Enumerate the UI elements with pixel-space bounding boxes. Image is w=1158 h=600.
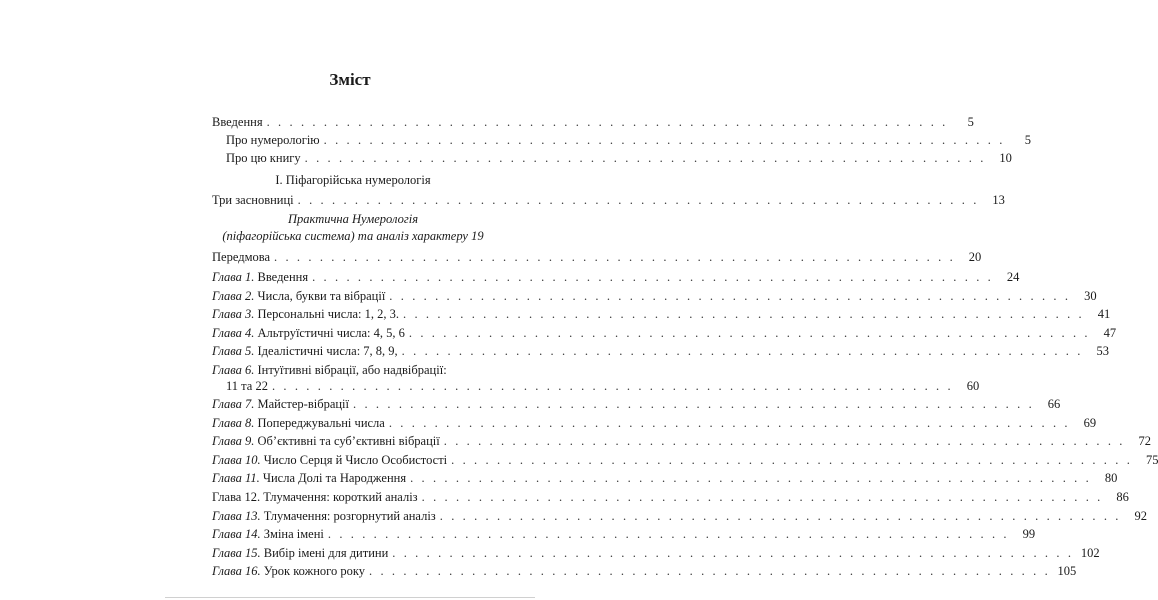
chapter-number: Глава 3.: [212, 307, 258, 322]
chapter-title: Числа, букви та вібрації: [257, 288, 386, 303]
toc-entry-label: [212, 451, 447, 469]
page-number: 60: [966, 379, 980, 393]
chapter-title: Три засновниці: [212, 193, 294, 207]
page-number: 99: [1022, 527, 1036, 542]
chapter-number: Глава 16.: [212, 564, 264, 579]
page-title: Зміст: [329, 70, 371, 89]
chapter-number: Глава 2.: [212, 288, 258, 303]
toc-entry-label: [212, 432, 440, 450]
toc-entry-chapter: [212, 287, 1097, 305]
toc-entry-chapter: [212, 395, 1061, 413]
leader-dots: . . . . . . . . . . . . . . . . . . . . . . . . . . . . . . . . . . . . . . . . . . . . . . . . . . . . . . . . . . . .: [439, 508, 1122, 523]
subtitle-line-2: [212, 228, 494, 245]
leader-dots: . . . . . . . . . . . . . . . . . . . . . . . . . . . . . . . . . . . . . . . . . . . . . . . . . . . . . . . . . . . .: [401, 344, 1083, 359]
toc-entry-preface: [212, 248, 982, 266]
toc-entry-label: [212, 507, 436, 525]
chapter-title: Персональні числа: 1, 2, 3.: [257, 307, 399, 322]
toc-entry-label: [212, 131, 320, 149]
toc-entry-label: [212, 305, 399, 323]
page-number: 10: [999, 151, 1012, 165]
chapter-title: Зміна імені: [263, 527, 324, 542]
chapter-number: Глава 4.: [212, 325, 258, 340]
toc-entry-label: [212, 377, 268, 395]
leader-dots: . . . . . . . . . . . . . . . . . . . . . . . . . . . . . . . . . . . . . . . . . . . . . . . . . . . . . . . . . . . .: [369, 564, 1051, 579]
leader-dots: . . . . . . . . . . . . . . . . . . . . . . . . . . . . . . . . . . . . . . . . . . . . . . . . . . . . . . . . . . . .: [421, 490, 1103, 504]
page-number: 75: [1145, 452, 1158, 467]
page-number: 72: [1138, 434, 1152, 449]
chapter-title: Ідеалістичні числа: 7, 8, 9,: [257, 344, 398, 359]
chapter-number: Глава 7.: [212, 397, 258, 411]
chapter-number: Глава 11.: [212, 471, 263, 486]
chapter-title: Попереджувальні числа: [257, 415, 385, 430]
toc-entry-chapter: [212, 432, 1152, 450]
leader-dots: . . . . . . . . . . . . . . . . . . . . . . . . . . . . . . . . . . . . . . . . . . . . . . . . . . . . . . . . . . . .: [392, 545, 1074, 560]
toc-entry-chapter: [212, 451, 1158, 469]
toc-entry-label: [212, 544, 388, 562]
chapter-title: Про цю книгу: [226, 151, 301, 165]
toc-entry-label: [212, 324, 405, 342]
page-edge-divider: [165, 597, 535, 598]
chapter-number: Глава 8.: [212, 415, 258, 430]
page-number: 5: [1024, 133, 1031, 147]
chapter-title: Введення: [212, 115, 263, 129]
toc-entry-chapter: [212, 507, 1148, 525]
chapter-title: Тлумачення: короткий аналіз: [263, 490, 418, 504]
page-number: 13: [992, 193, 1005, 207]
toc-entry-label: [212, 342, 398, 360]
page-number: 41: [1097, 307, 1111, 322]
subtitle-text: (піфагорійська система) та аналіз характеру: [222, 229, 472, 243]
toc-entry-chapter: [212, 342, 1109, 360]
toc-entry-chapter: [212, 525, 1036, 543]
toc-entry-label: [212, 149, 301, 167]
leader-dots: . . . . . . . . . . . . . . . . . . . . . . . . . . . . . . . . . . . . . . . . . . . . . . . . . . . . . . . . . . . .: [271, 379, 954, 393]
toc-entry-chapter: [212, 268, 1020, 286]
toc-entry-founders: [212, 191, 1005, 209]
page-number: 102: [1080, 545, 1100, 560]
page-number: 30: [1084, 288, 1097, 303]
chapter-title: Тлумачення: розгорнутий аналіз: [263, 508, 436, 523]
page-number: 47: [1103, 325, 1117, 340]
chapter-title: Майстер-вібрації: [257, 397, 350, 411]
page-number: 66: [1047, 397, 1061, 411]
chapter-number: Глава 15.: [212, 545, 264, 560]
toc-entry-chapter: [212, 562, 1077, 580]
page-number: 92: [1134, 508, 1148, 523]
leader-dots: . . . . . . . . . . . . . . . . . . . . . . . . . . . . . . . . . . . . . . . . . . . . . . . . . . . . . . . . . . . .: [408, 325, 1091, 340]
chapter-title: Урок кожного року: [263, 564, 366, 579]
page-number: 5: [967, 115, 974, 129]
chapter-number: Глава 14.: [212, 527, 264, 542]
toc-entry-chapter: [212, 469, 1118, 487]
chapter-number: Глава 1.: [212, 270, 258, 284]
toc-entry-label: [212, 248, 270, 266]
chapter-number: Глава 5.: [212, 344, 258, 359]
chapter-title: Числа Долі та Народження: [262, 471, 407, 486]
leader-dots: . . . . . . . . . . . . . . . . . . . . . . . . . . . . . . . . . . . . . . . . . . . . . . . . . . . . . . . . . . . .: [323, 133, 1005, 147]
toc-entry-intro: [212, 149, 1012, 167]
leader-dots: . . . . . . . . . . . . . . . . . . . . . . . . . . . . . . . . . . . . . . . . . . . . . . . . . . . . . . . . . . . .: [410, 471, 1092, 486]
toc-entry-chapter: [212, 488, 1129, 506]
subtitle-line-1: Практична Нумерологія: [287, 212, 419, 226]
toc-entry-label: [212, 395, 349, 413]
leader-dots: . . . . . . . . . . . . . . . . . . . . . . . . . . . . . . . . . . . . . . . . . . . . . . . . . . . . . . . . . . . .: [327, 527, 1010, 542]
toc-entry-label: [212, 469, 406, 487]
chapter-number: Глава 9.: [212, 434, 258, 449]
section-heading: I. Піфагорійська нумерологія: [275, 173, 431, 187]
toc-entry-label: [212, 525, 324, 543]
chapter-title: Передмова: [212, 250, 271, 264]
chapter-title: Вибір імені для дитини: [263, 545, 389, 560]
toc-entry-label: [212, 113, 263, 131]
toc-entry-chapter: [212, 544, 1100, 562]
chapter-title: Число Серця й Число Особистості: [263, 452, 448, 467]
leader-dots: . . . . . . . . . . . . . . . . . . . . . . . . . . . . . . . . . . . . . . . . . . . . . . . . . . . . . . . . . . . .: [297, 193, 979, 207]
page-number: 105: [1057, 564, 1077, 579]
chapter-title: Об’єктивні та суб’єктивні вібрації: [257, 434, 440, 449]
page-number: 80: [1104, 471, 1118, 486]
toc-entry-label: [212, 191, 294, 209]
chapter-number: Глава 12.: [212, 490, 264, 504]
page-number: 20: [968, 250, 982, 264]
chapter-number: Глава 6.: [212, 363, 258, 377]
chapter-title: Введення: [257, 270, 309, 284]
toc-entry-label: [212, 488, 418, 506]
leader-dots: . . . . . . . . . . . . . . . . . . . . . . . . . . . . . . . . . . . . . . . . . . . . . . . . . . . . . . . . . . . .: [274, 250, 956, 264]
page-number: 19: [471, 229, 484, 243]
leader-dots: . . . . . . . . . . . . . . . . . . . . . . . . . . . . . . . . . . . . . . . . . . . . . . . . . . . . . . . . . . . .: [312, 270, 994, 284]
leader-dots: . . . . . . . . . . . . . . . . . . . . . . . . . . . . . . . . . . . . . . . . . . . . . . . . . . . . . . . . . . . .: [304, 151, 986, 165]
page-number: 86: [1116, 490, 1129, 504]
toc-entry-label: [212, 268, 308, 286]
leader-dots: . . . . . . . . . . . . . . . . . . . . . . . . . . . . . . . . . . . . . . . . . . . . . . . . . . . . . . . . . . . .: [389, 288, 1071, 303]
toc-entry-label: [212, 414, 385, 432]
toc-entry-label: [212, 562, 365, 580]
chapter-title: Альтруїстичні числа: 4, 5, 6: [257, 325, 405, 340]
chapter-number: Глава 10.: [212, 452, 264, 467]
page-number: 24: [1006, 270, 1020, 284]
leader-dots: . . . . . . . . . . . . . . . . . . . . . . . . . . . . . . . . . . . . . . . . . . . . . . . . . . . . . . . . . . . .: [266, 115, 948, 129]
leader-dots: . . . . . . . . . . . . . . . . . . . . . . . . . . . . . . . . . . . . . . . . . . . . . . . . . . . . . . . . . . . .: [443, 434, 1126, 449]
leader-dots: . . . . . . . . . . . . . . . . . . . . . . . . . . . . . . . . . . . . . . . . . . . . . . . . . . . . . . . . . . . .: [353, 397, 1035, 411]
toc-entry-chapter: [212, 324, 1117, 342]
page-number: 69: [1083, 415, 1097, 430]
toc-entry-chapter: [212, 305, 1111, 323]
page-number: 53: [1096, 344, 1109, 359]
leader-dots: . . . . . . . . . . . . . . . . . . . . . . . . . . . . . . . . . . . . . . . . . . . . . . . . . . . . . . . . . . . .: [388, 415, 1071, 430]
chapter-title: 11 та 22: [226, 379, 268, 393]
leader-dots: . . . . . . . . . . . . . . . . . . . . . . . . . . . . . . . . . . . . . . . . . . . . . . . . . . . . . . . . . . . .: [403, 307, 1085, 322]
toc-entry-intro: [212, 131, 1031, 149]
toc-entry-chapter: [212, 414, 1097, 432]
chapter-number: Глава 13.: [212, 508, 264, 523]
toc-entry-chapter-cont: [212, 377, 980, 395]
leader-dots: . . . . . . . . . . . . . . . . . . . . . . . . . . . . . . . . . . . . . . . . . . . . . . . . . . . . . . . . . . . .: [451, 452, 1133, 467]
chapter-title: Інтуїтивні вібрації, або надвібрації:: [257, 363, 447, 377]
toc-entry-intro: [212, 113, 974, 131]
chapter-title: Про нумерологію: [226, 133, 320, 147]
toc-entry-label: [212, 287, 385, 305]
